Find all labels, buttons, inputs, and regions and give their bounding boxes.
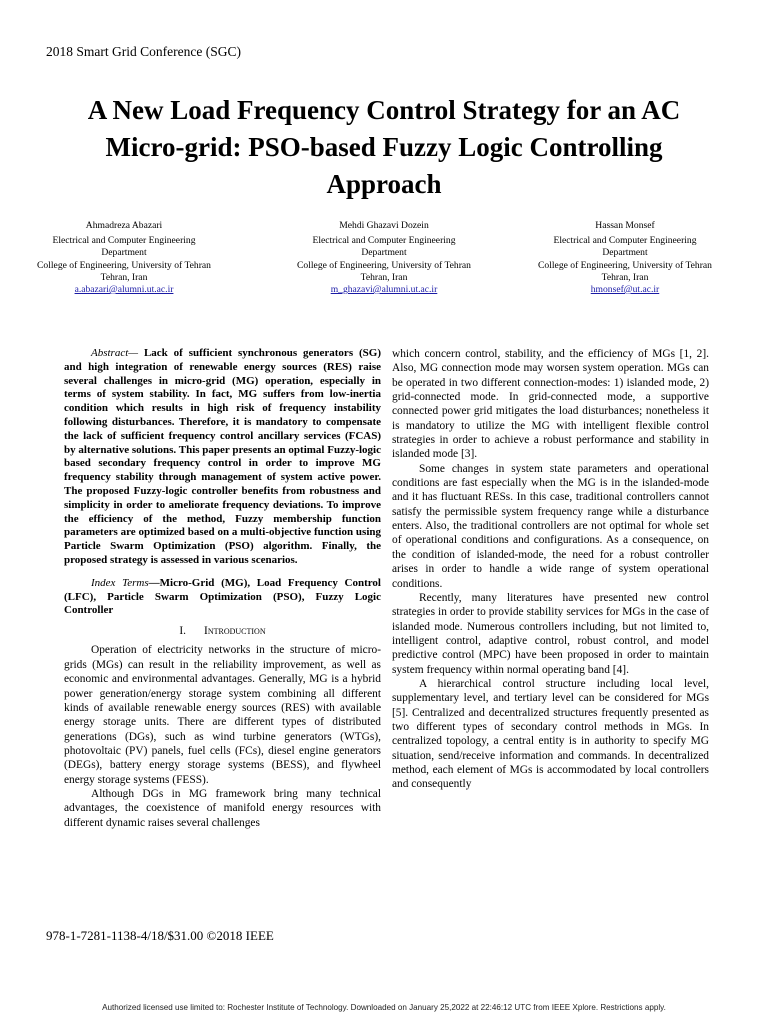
author-email-link[interactable]: m_ghazavi@alumni.ut.ac.ir [330,284,438,296]
author-department: Department [361,247,407,259]
author-block-2 [264,220,504,296]
author-college: College of Engineering, University of Tehran [538,259,712,271]
section-title: Introduction [204,625,266,638]
author-college: College of Engineering, University of Tehran [37,259,211,271]
author-department: Electrical and Computer Engineering [553,235,697,247]
conference-name: 2018 Smart Grid Conference (SGC) [46,44,241,59]
left-column [64,347,381,830]
author-department: Electrical and Computer Engineering [312,235,456,247]
title-line: Approach [326,169,442,199]
author-department: Department [101,247,147,259]
abstract-label: Abstract— [91,347,139,359]
author-name: Ahmadreza Abazari [85,220,163,231]
author-block-3 [505,220,745,296]
index-terms-text: —Micro-Grid (MG), Load Frequency Control (LFC), Particle Swarm Optimization (PSO), Fuzzy Logic Controller [64,576,381,617]
section-number: I. [179,625,187,638]
title-line: Micro-grid: PSO-based Fuzzy Logic Controlling [105,132,663,162]
author-city: Tehran, Iran [360,271,408,283]
author-city: Tehran, Iran [100,271,148,283]
author-college: College of Engineering, University of Tehran [297,259,471,271]
index-terms-label: Index Terms [91,576,149,589]
body-paragraph: Although DGs in MG framework bring many technical advantages, the coexistence of manifold energy resources with different dynamic raises several challenges [64,787,381,829]
author-department: Electrical and Computer Engineering [52,235,196,247]
author-city: Tehran, Iran [601,271,649,283]
author-block-1 [4,220,244,296]
body-paragraph: A hierarchical control structure including local level, supplementary level, and tertiary level can be considered for MGs [5]. Centralized and decentralized structures frequently presented as two different types of secondary control methods in MGs. In centralized topology, a central entity is in authority to specify MG situation, send/receive information and commands. In decentralized method, each element of MGs is accommodated by local controllers and consequently [392,677,709,791]
author-email-link[interactable]: a.abazari@alumni.ut.ac.ir [74,284,174,296]
license-footer: Authorized licensed use limited to: Rochester Institute of Technology. Downloaded on January 25,2022 at 22:46:12 UTC from IEEE Xplore. Restrictions apply. [102,1003,666,1012]
title-line: A New Load Frequency Control Strategy for an AC [87,95,681,125]
author-department: Department [602,247,648,259]
author-name: Hassan Monsef [595,220,655,231]
body-paragraph: which concern control, stability, and the efficiency of MGs [1, 2]. Also, MG connection mode may worsen system operation. MGs can be operated in two different connection-modes: 1) islanded mode, 2) grid-connected mode. In grid-connected mode, a supportive connected power grid mitigates the load disturbances; nonetheless it is mandatory to utilize the MG with intelligent flexible control strategies in order to achieve a robust performance and stability in islanded mode [3]. [392,348,709,461]
right-column [392,347,709,792]
abstract-text: Lack of sufficient synchronous generators (SG) and high integration of renewable energy sources (RES) raise several challenges in micro-grid (MG) operation, especially in terms of system stability. In fact, MG suffers from low-inertia condition which results in high risk of frequency instability following disturbances. Therefore, it is mandatory to compensate the lack of sufficient frequency control ancillary services (FCAS) by alternative solutions. This paper presents an optimal Fuzzy-logic based secondary frequency control in order to improve MG frequency stability through management of system active power. The proposed Fuzzy-logic controller benefits from robustness and simplicity in order to ameliorate frequency deviations. To improve the efficiency of the method, Fuzzy membership function parameters are optimized based on a multi-objective function using Particle Swarm Optimization (PSO) algorithm. Finally, the proposed strategy is assessed in various scenarios. [64,347,381,566]
section-heading [64,624,381,638]
body-paragraph: Operation of electricity networks in the structure of micro-grids (MGs) can result in the reliability improvement, as well as economic and environmental advantages. Generally, MG is a hybrid power generation/energy storage system combining all different kinds of available renewable energy sources (RES) with available energy storage units. There are different types of distributed generations (DGs), such as wind turbine generators (WTGs), photovoltaic (PV) panels, fuel cells (FCs), diesel engine generators (DEGs), battery energy storage systems (BESS), and flywheel energy storage systems (FESS). [64,644,381,786]
abstract [64,347,381,568]
paper-title [30,92,738,203]
body-paragraph: Some changes in system state parameters and operational conditions are fast especially when the MG is in the islanded-mode and it has fluctuant RESs. In this case, traditional controllers cannot satisfy the permissible system frequency range while a disturbance enters. Also, the traditional controllers are not optimal for whole set of operational conditions and configurations. As a consequence, on the condition of islanded-mode, the need for a robust controller arises in order to handle a wide range of system operational conditions. [392,462,709,590]
author-name: Mehdi Ghazavi Dozein [339,220,429,231]
index-terms [64,577,381,618]
author-email-link[interactable]: hmonsef@ut.ac.ir [590,284,660,296]
copyright-notice: 978-1-7281-1138-4/18/$31.00 ©2018 IEEE [46,928,274,943]
body-paragraph: Recently, many literatures have presented new control strategies in order to provide stability services for MGs in the case of islanded mode. Numerous controllers including, but not limited to, intelligent control, adaptive control, robust control, and model predictive control (MPC) have been proposed in order to maintain system frequency within normal operating band [4]. [392,591,709,676]
